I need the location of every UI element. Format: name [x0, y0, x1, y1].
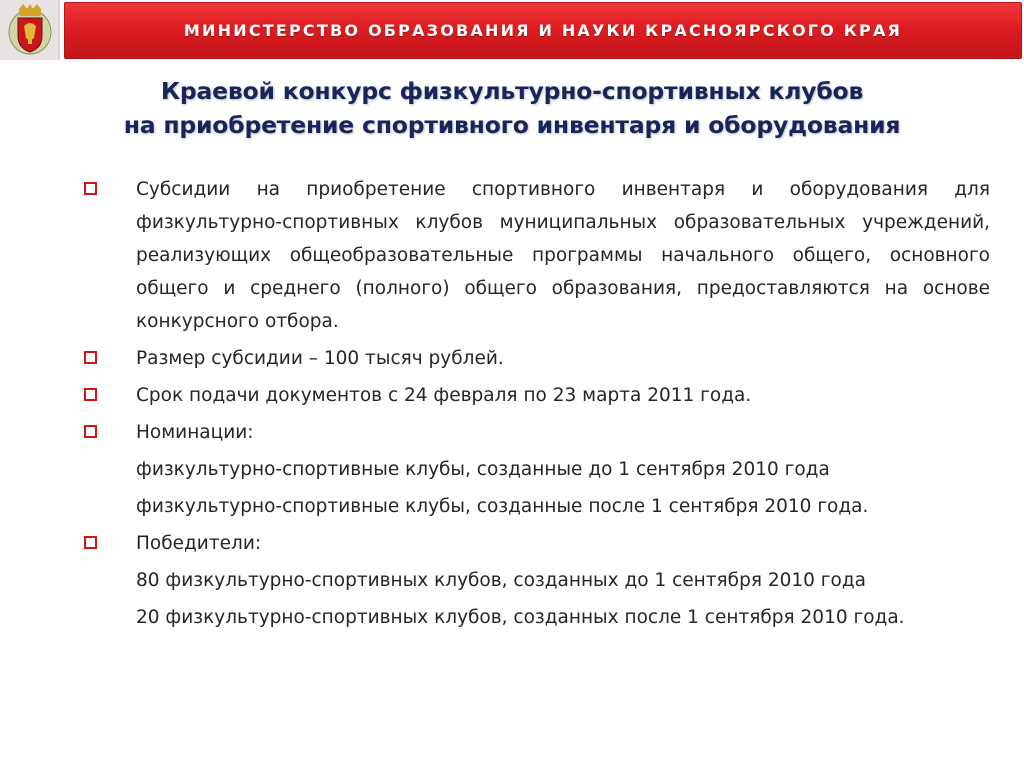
header	[0, 0, 1024, 60]
list-item-text: Субсидии на приобретение спортивного инвентаря и оборудования для физкультурно-спортивных клубов муниципальных образовательных учреждений, реализующих общеобразовательные программы начального общего, основного общего и среднего (полного) общего образования, предоставляются на основе конкурсного отбора.	[136, 179, 990, 332]
checkbox-square-icon	[84, 388, 97, 401]
slide-title-line-2: на приобретение спортивного инвентаря и оборудования	[123, 111, 901, 139]
list-item-winners	[84, 527, 990, 560]
checkbox-square-icon	[84, 351, 97, 364]
checkbox-square-icon	[84, 425, 97, 438]
list-item-text: Размер субсидии – 100 тысяч рублей.	[136, 348, 504, 369]
slide-title	[0, 74, 1024, 142]
winners-sub-item: 80 физкультурно-спортивных клубов, созданных до 1 сентября 2010 года	[136, 570, 866, 591]
ministry-title: МИНИСТЕРСТВО ОБРАЗОВАНИЯ И НАУКИ КРАСНОЯРСКОГО КРАЯ	[183, 21, 903, 40]
winners-sub-item: 20 физкультурно-спортивных клубов, созданных после 1 сентября 2010 года.	[136, 607, 905, 628]
ministry-banner	[64, 2, 1022, 59]
logo	[0, 0, 60, 60]
list-item-text: Победители:	[136, 533, 262, 554]
slide-title-line-1: Краевой конкурс физкультурно-спортивных клубов	[160, 77, 864, 105]
bullet-list	[84, 173, 990, 638]
list-item-subsidy-size	[84, 342, 990, 375]
list-item-nominations	[84, 416, 990, 449]
checkbox-square-icon	[84, 536, 97, 549]
nomination-sub-item: физкультурно-спортивные клубы, созданные до 1 сентября 2010 года	[136, 459, 830, 480]
krasnoyarsk-emblem-icon	[6, 4, 54, 56]
nomination-sub-item: физкультурно-спортивные клубы, созданные после 1 сентября 2010 года.	[136, 496, 869, 517]
list-item-text: Номинации:	[136, 422, 254, 443]
checkbox-square-icon	[84, 182, 97, 195]
list-item-subsidies	[84, 173, 990, 338]
list-item-deadline	[84, 379, 990, 412]
list-item-text: Срок подачи документов с 24 февраля по 23 марта 2011 года.	[136, 385, 752, 406]
